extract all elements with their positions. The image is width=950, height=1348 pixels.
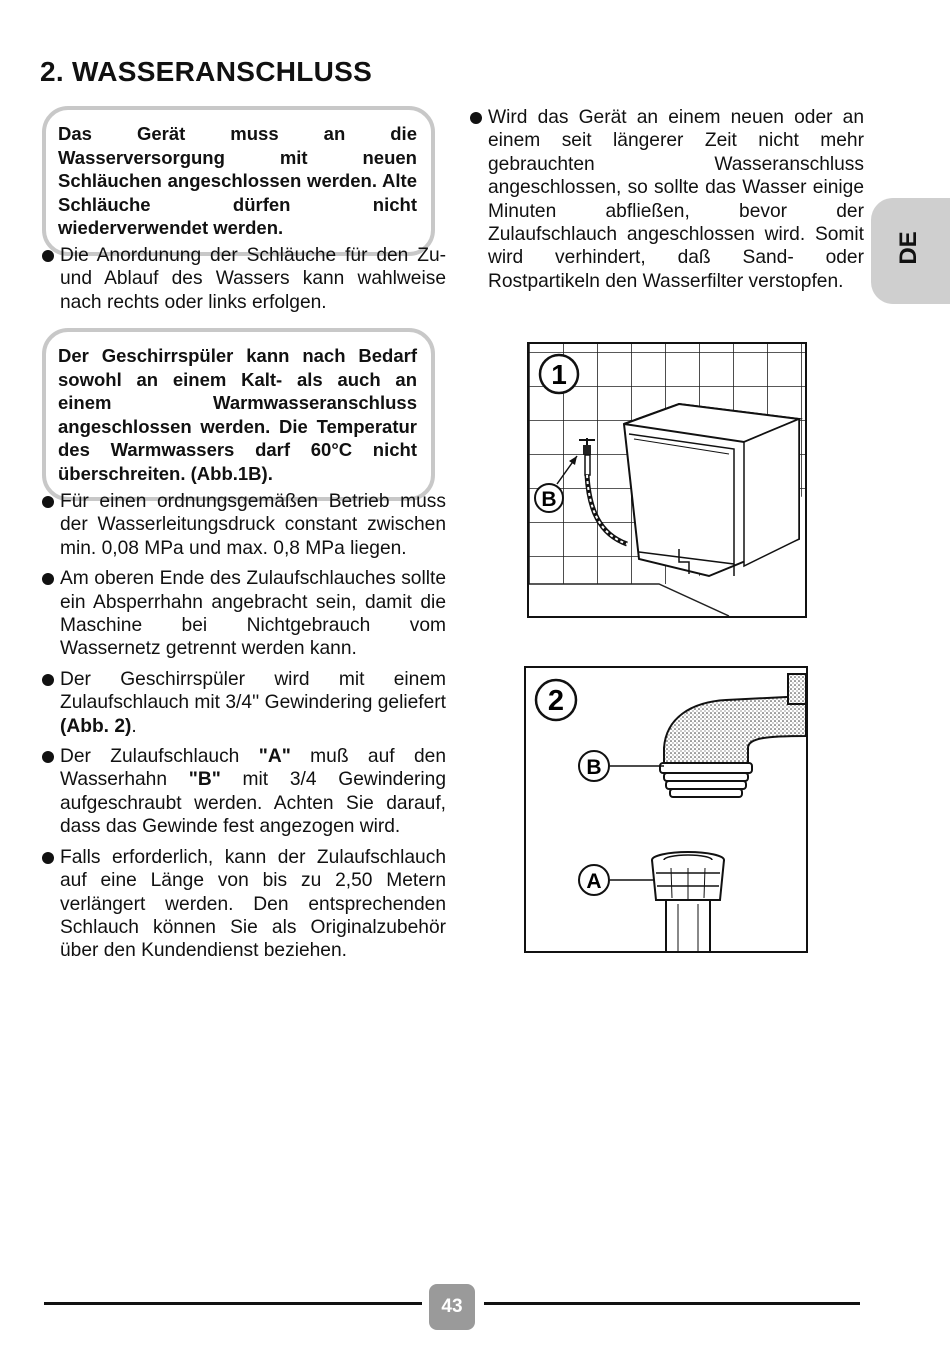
figure-1-dishwasher-connection [527,342,807,618]
bullet-icon [42,496,54,508]
bullet-text: mit 3/4 Gewindering aufgeschraubt werden. Achten Sie darauf, dass das Gewinde fest angezogen wird. [60,769,446,838]
footer-divider-right [484,1302,860,1305]
list-item [41,668,446,738]
bullet-text: Wird das Gerät an einem neuen oder an einem seit längerer Zeit nicht mehr gebrauchten Wasseranschluss angeschlossen, so sollte das Wasser einige Minuten abfließen, bevor der Zulaufschlauch angeschlossen wird. Somit wird verhindert, daß Sand- oder Rostpartikeln den Wasserfilter verstopfen. [488,107,864,292]
language-tab-label: DE [895,231,922,265]
page-number: 43 [429,1284,475,1330]
section-title: 2. WASSERANSCHLUSS [40,56,373,87]
bullet-list-right [469,106,864,300]
label-a-ref: "A" [258,746,291,768]
footer-divider-left [44,1302,422,1305]
dishwasher-illustration [529,344,805,616]
language-tab [871,198,950,304]
list-item [41,567,446,661]
note-box-temperature: Der Geschirrspüler kann nach Bedarf sowohl an einem Kalt- als auch an einem Warmwasseranschluss angeschlossen werden. Die Temperatur des Warmwassers darf 60°C nicht überschreiten. (Abb.1B). [42,328,435,501]
bullet-icon [42,852,54,864]
bullet-text-end: . [131,715,137,737]
bullet-text: Der Zulaufschlauch [60,746,259,768]
bullet-text: Am oberen Ende des Zulaufschlauches sollte ein Absperrhahn angebracht sein, damit die Maschine bei Nichtgebrauch vom Wassernetz getrennt werden kann. [60,568,446,660]
figure-2-hose-thread [524,666,808,953]
figure-number: 2 [547,685,565,717]
label-a: A [586,870,602,893]
bullet-icon [470,112,482,124]
bullet-text: Der Geschirrspüler wird mit einem Zulaufschlauch mit 3/4'' Gewindering geliefert [60,668,446,714]
label-b: B [586,756,602,779]
bullet-list-bottom [41,490,446,970]
note-box-new-hoses: Das Gerät muss an die Wasserversorgung mit neuen Schläuchen angeschlossen werden. Alte Schläuche dürfen nicht wiederverwendet werden. [42,106,435,256]
list-item [41,244,446,314]
label-b-ref: "B" [188,769,221,791]
figure-reference: (Abb. 2) [60,715,132,737]
figure-number: 1 [551,359,567,390]
faucet-hose-illustration [526,668,806,951]
bullet-text: Falls erforderlich, kann der Zulaufschlauch auf eine Länge von bis zu 2,50 Metern verlängert werden. Den entsprechenden Schlauch können Sie als Originalzubehör über den Kundendienst beziehen. [60,846,446,962]
bullet-icon [42,573,54,585]
bullet-icon [42,250,54,262]
list-item [41,490,446,560]
bullet-icon [42,751,54,763]
bullet-icon [42,674,54,686]
bullet-list-top [41,244,446,321]
bullet-text: muß auf den Wasserhahn [60,746,446,791]
list-item [41,745,446,839]
label-b: B [541,488,557,511]
bullet-text: Für einen ordnungsgemäßen Betrieb muss der Wasserleitungsdruck constant zwischen min. 0,08 MPa und max. 0,8 MPa liegen. [60,491,446,559]
list-item [469,106,864,293]
bullet-text: Die Anordunung der Schläuche für den Zu- und Ablauf des Wassers kann wahlweise nach rechts oder links erfolgen. [60,245,446,313]
list-item [41,846,446,963]
